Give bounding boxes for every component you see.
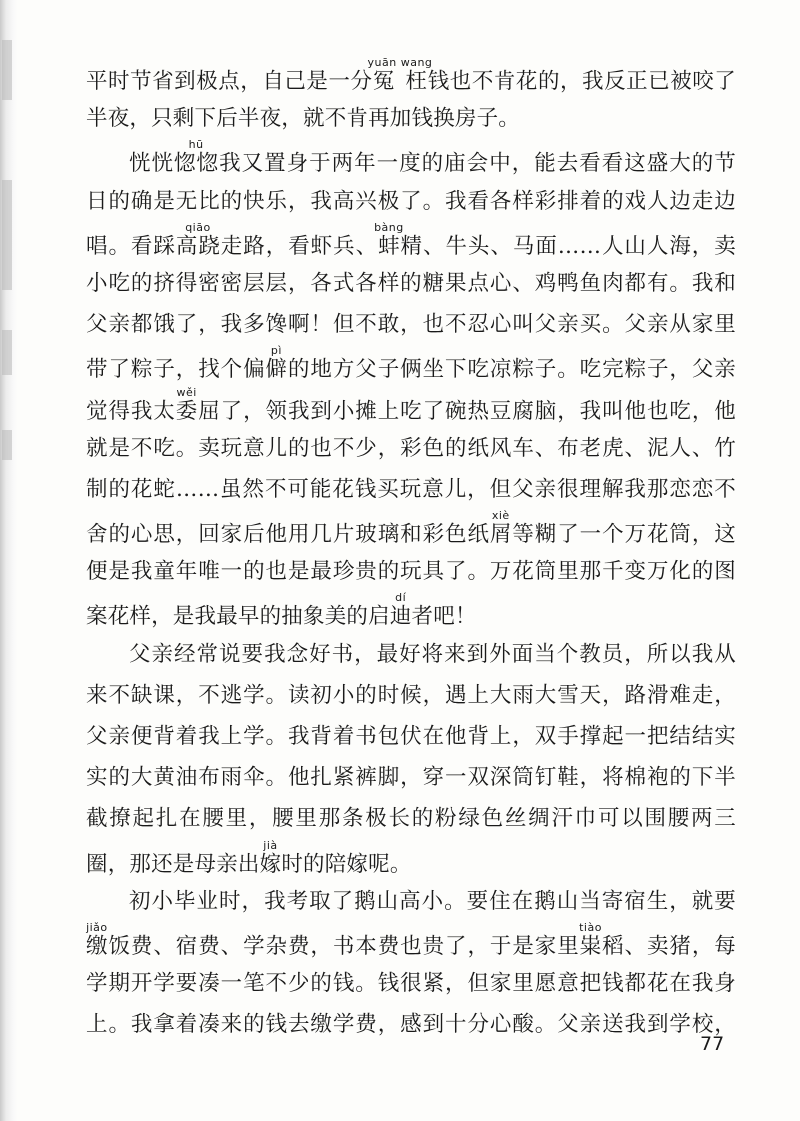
page-number: 77	[700, 1033, 725, 1055]
pinyin-annotation: wěi	[175, 385, 198, 399]
text-line: 父亲都饿了，我多馋啊！但不敢，也不忍心叫父亲买。父亲从家里	[86, 312, 736, 338]
pinyin-annotation: xiè	[489, 509, 512, 523]
paragraph-start: 初小毕业时，我考取了鹅山高小。要住在鹅山当寄宿生，就要	[129, 888, 736, 914]
pinyin-annotation: hū	[174, 138, 219, 152]
text-line: 上。我拿着凑来的钱去缴学费，感到十分心酸。父亲送我到学校，	[86, 1012, 736, 1038]
text-line: 学期开学要凑一笔不少的钱。钱很紧，但家里愿意把钱都花在我身	[86, 971, 736, 997]
text-line: 截撩起扎在腰里，腰里那条极长的粉绿色丝绸汗巾可以围腰两三	[86, 806, 736, 832]
pinyin-annotation: yuān wang	[367, 56, 433, 69]
text-line: 圈，那还是母亲出嫁jià时的陪嫁呢。	[86, 838, 412, 877]
text-line: 实的大黄油布雨伞。他扎紧裤脚，穿一双深筒钉鞋，将棉袍的下半	[86, 765, 736, 791]
pinyin-annotation: pì	[265, 344, 288, 358]
text-line: 案花样，是我最早的抽象美的启迪dí者吧！	[86, 591, 477, 630]
scan-noise	[2, 430, 12, 460]
text-line: 日的确是无比的快乐，我高兴极了。我看各样彩排着的戏人边走边	[86, 188, 736, 214]
text-line: 半夜，只剩下后半夜，就不肯再加钱换房子。	[86, 106, 521, 132]
page-body	[86, 57, 736, 1046]
scan-noise	[2, 180, 12, 290]
text-line: 缴jiǎo饭费、宿费、学杂费，书本费也贵了，于是家里粜tiào稻、卖猪，每	[86, 920, 737, 959]
pinyin-annotation: jiǎo	[86, 920, 108, 934]
pinyin-annotation: bàng	[374, 220, 404, 234]
text-line: 来不缺课，不逃学。读初小的时候，遇上大雨大雪天，路滑难走，	[86, 682, 736, 708]
text-line: 制的花蛇……虽然不可能花钱买玩意儿，但父亲很理解我那恋恋不	[86, 476, 736, 502]
text-line: 便是我童年唯一的也是最珍贵的玩具了。万花筒里那千变万化的图	[86, 559, 736, 585]
text-line: 平时节省到极点，自己是一分冤枉yuān wang钱也不肯花的，我反正已被咬了	[86, 56, 736, 94]
paragraph-start: 恍恍惚惚hū我又置身于两年一度的庙会中，能去看看这盛大的节	[129, 138, 737, 177]
scan-edge-shadow	[0, 0, 18, 1121]
scan-noise	[2, 330, 12, 375]
text-line: 带了粽子，找个偏僻pì的地方父子俩坐下吃凉粽子。吃完粽子，父亲	[86, 344, 736, 383]
text-line: 唱。看踩高跷qiāo走路，看虾兵、蚌bàng精、牛头、马面……人山人海，卖	[86, 220, 736, 259]
pinyin-annotation: dí	[389, 591, 412, 605]
paragraph-start: 父亲经常说要我念好书，最好将来到外面当个教员，所以我从	[129, 641, 736, 667]
pinyin-annotation: tiào	[579, 920, 602, 934]
scan-noise	[2, 40, 12, 100]
text-line: 父亲便背着我上学。我背着书包伏在他背上，双手撑起一把结结实	[86, 724, 736, 749]
text-line: 舍的心思，回家后他用几片玻璃和彩色纸屑xiè等糊了一个万花筒，这	[86, 509, 737, 548]
pinyin-annotation: jià	[259, 838, 282, 852]
pinyin-annotation: qiāo	[175, 220, 221, 234]
text-line: 觉得我太委wěi屈了，领我到小摊上吃了碗热豆腐脑，我叫他也吃，他	[86, 385, 737, 424]
text-line: 小吃的挤得密密层层，各式各样的糖果点心、鸡鸭鱼肉都有。我和	[86, 270, 736, 296]
text-line: 就是不吃。卖玩意儿的也不少，彩色的纸风车、布老虎、泥人、竹	[86, 435, 736, 461]
